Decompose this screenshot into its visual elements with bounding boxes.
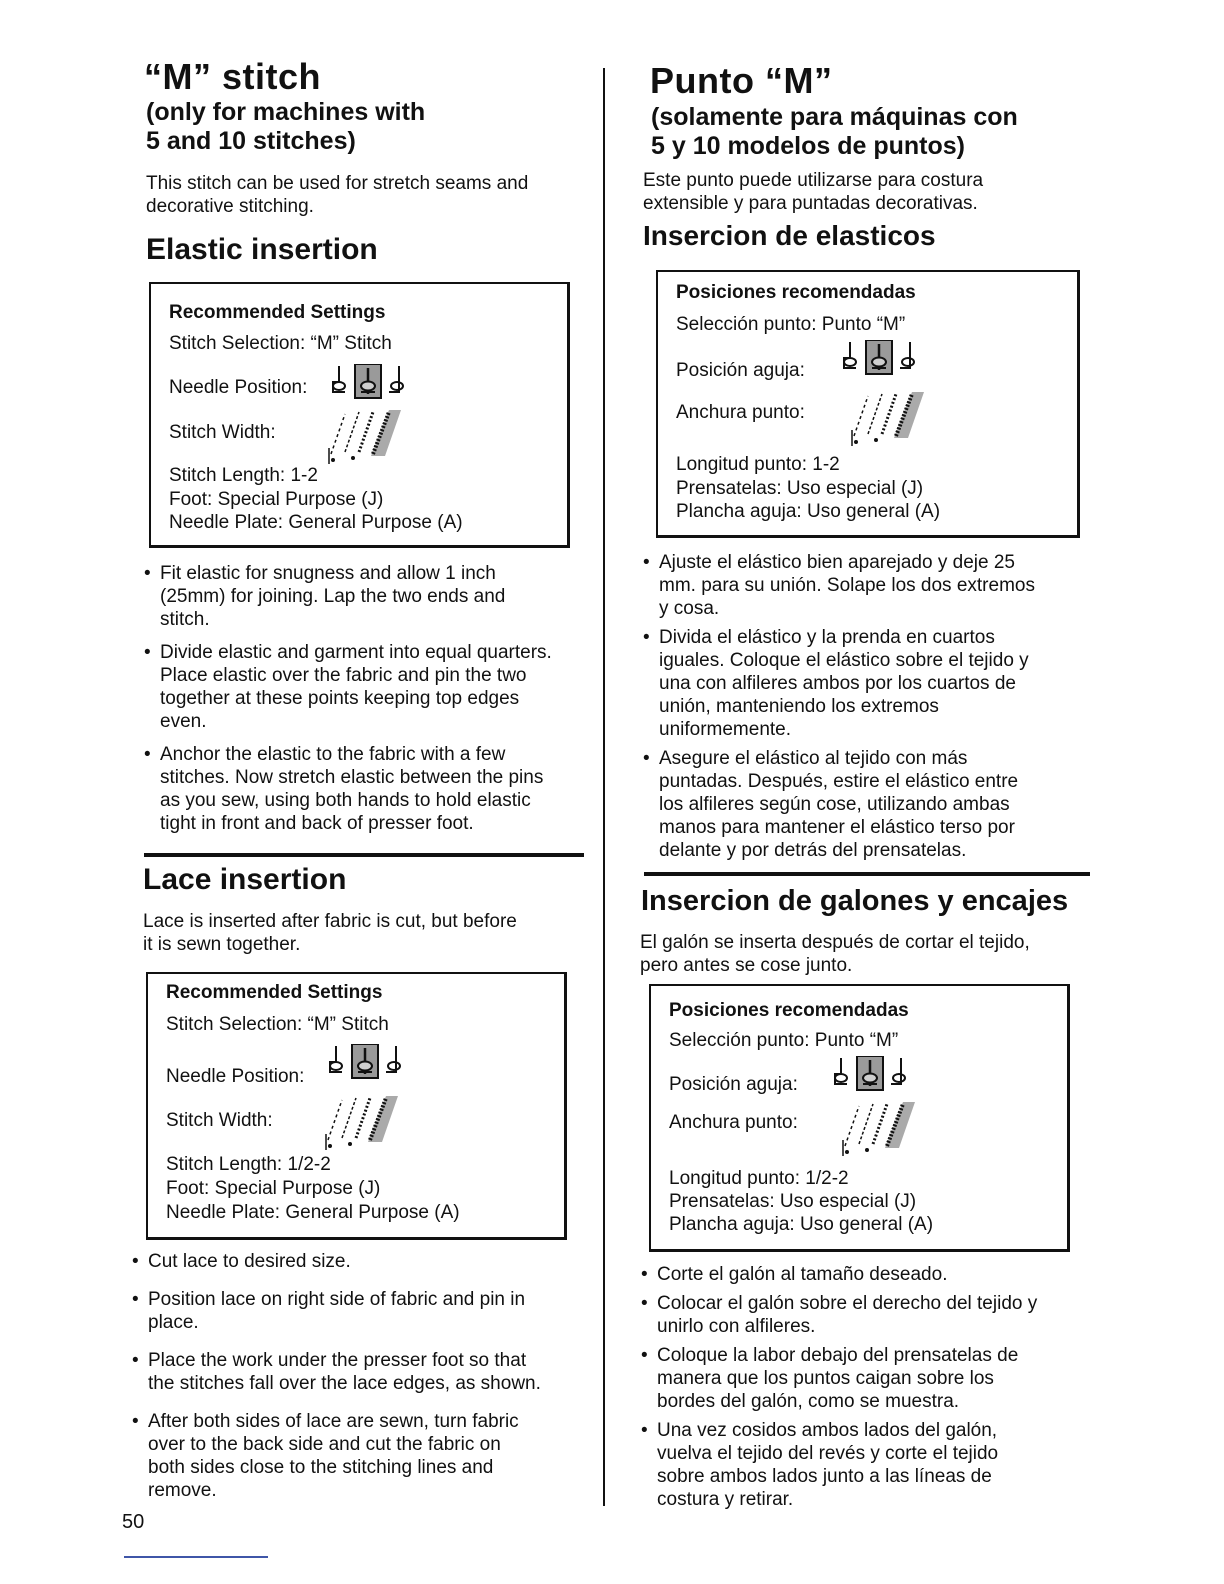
list-line: delante y por detrás del prensatelas.: [659, 840, 967, 861]
list-line: • Fit elastic for snugness and allow 1 inch: [160, 563, 496, 584]
list-line: over to the back side and cut the fabric on: [148, 1434, 501, 1455]
list-line: manera que los puntos caigan sobre los: [657, 1368, 994, 1389]
intro-line: Lace is inserted after fabric is cut, but before: [143, 911, 517, 932]
list-line: stitches. Now stretch elastic between the pins: [160, 767, 544, 788]
galones-intro: [640, 931, 1030, 977]
section-divider: [144, 853, 584, 857]
list-line: manos para mantener el elástico terso por: [659, 817, 1015, 838]
stitch-length: Longitud punto: 1-2: [676, 454, 840, 475]
stitch-width-icon: [837, 1100, 917, 1160]
elastic-steps-list: [144, 562, 594, 835]
list-item: [641, 1292, 1101, 1338]
needle-plate: Plancha aguja: Uso general (A): [676, 501, 941, 522]
list-line: • Divida el elástico y la prenda en cuartos: [659, 627, 995, 648]
list-line: iguales. Coloque el elástico sobre el tejido y: [659, 650, 1029, 671]
list-line: unión, manteniendo los extremos: [659, 696, 939, 717]
list-item: [643, 747, 1103, 862]
title-punto-m: Punto “M”: [650, 60, 833, 101]
column-divider: [603, 68, 605, 1506]
intro-line: Este punto puede utilizarse para costura: [643, 170, 984, 191]
heading-lace-insertion: Lace insertion: [143, 863, 347, 896]
settings-heading: Recommended Settings: [166, 982, 383, 1003]
list-item: [641, 1263, 1101, 1286]
footer-rule: [124, 1556, 268, 1558]
foot: Foot: Special Purpose (J): [169, 489, 384, 510]
list-item: [132, 1288, 592, 1334]
subtitle-line: 5 and 10 stitches): [146, 127, 356, 155]
list-line: remove.: [148, 1480, 217, 1501]
intro-line: pero antes se cose junto.: [640, 955, 853, 976]
heading-insercion-galones: Insercion de galones y encajes: [641, 885, 1069, 917]
stitch-width-label: Anchura punto:: [669, 1112, 798, 1133]
intro-line: extensible y para puntadas decorativas.: [643, 193, 978, 214]
list-line: tight in front and back of presser foot.: [160, 813, 474, 834]
needle-position-label: Posición aguja:: [669, 1074, 798, 1095]
list-line: as you sew, using both hands to hold elastic: [160, 790, 531, 811]
list-line: place.: [148, 1312, 199, 1333]
list-line: una con alfileres ambos por los cuartos de: [659, 673, 1016, 694]
needle-position-label: Needle Position:: [169, 377, 308, 398]
list-line: los alfileres según cose, utilizando ambas: [659, 794, 1010, 815]
list-line: • Divide elastic and garment into equal quarters.: [160, 642, 552, 663]
list-line: mm. para su unión. Solape los dos extremos: [659, 575, 1035, 596]
settings-heading: Recommended Settings: [169, 302, 386, 323]
list-line: costura y retirar.: [657, 1489, 794, 1510]
lace-steps-list: [132, 1250, 592, 1502]
subtitle-line: (only for machines with: [146, 98, 426, 126]
intro-line: This stitch can be used for stretch seams and: [146, 173, 529, 194]
needle-plate: Needle Plate: General Purpose (A): [169, 512, 463, 533]
needle-plate: Plancha aguja: Uso general (A): [669, 1214, 934, 1235]
stitch-selection: Selección punto: Punto “M”: [669, 1030, 899, 1051]
list-item: [144, 562, 594, 631]
intro-line: it is sewn together.: [143, 934, 301, 955]
needle-plate: Needle Plate: General Purpose (A): [166, 1202, 460, 1223]
list-line: • Cut lace to desired size.: [148, 1251, 351, 1272]
list-line: bordes del galón, como se muestra.: [657, 1391, 960, 1412]
lace-intro: [143, 910, 517, 956]
list-line: • Position lace on right side of fabric and pin in: [148, 1289, 526, 1310]
list-line: • Asegure el elástico al tejido con más: [659, 748, 968, 769]
list-line: • Coloque la labor debajo del prensatelas de: [657, 1345, 1019, 1366]
intro-line: decorative stitching.: [146, 196, 314, 217]
list-line: • After both sides of lace are sewn, turn fabric: [148, 1411, 519, 1432]
heading-elastic-insertion: Elastic insertion: [146, 233, 378, 266]
list-item: [643, 626, 1103, 741]
list-item: [641, 1344, 1101, 1413]
list-line: Place elastic over the fabric and pin the two: [160, 665, 527, 686]
list-item: [144, 641, 594, 733]
elasticos-steps-list: [643, 551, 1103, 862]
settings-heading: Posiciones recomendadas: [676, 282, 916, 303]
stitch-length: Longitud punto: 1/2-2: [669, 1168, 849, 1189]
list-line: stitch.: [160, 609, 210, 630]
intro-line: El galón se inserta después de cortar el tejido,: [640, 932, 1030, 953]
list-item: [132, 1349, 592, 1395]
list-line: • Anchor the elastic to the fabric with a few: [160, 744, 506, 765]
title-m-stitch: “M” stitch: [144, 56, 322, 97]
list-line: vuelva el tejido del revés y corte el tejido: [657, 1443, 999, 1464]
list-line: (25mm) for joining. Lap the two ends and: [160, 586, 506, 607]
list-line: • Una vez cosidos ambos lados del galón,: [657, 1420, 998, 1441]
foot: Foot: Special Purpose (J): [166, 1178, 381, 1199]
needle-position-icon: [326, 1044, 406, 1080]
list-item: [643, 551, 1103, 620]
list-item: [144, 743, 594, 835]
list-line: unirlo con alfileres.: [657, 1316, 816, 1337]
subtitle-line: 5 y 10 modelos de puntos): [651, 132, 965, 160]
subtitle-machines: [146, 98, 425, 156]
subtitle-line: (solamente para máquinas con: [651, 103, 1018, 131]
list-line: • Ajuste el elástico bien aparejado y deje 25: [659, 552, 1015, 573]
stitch-width-label: Stitch Width:: [169, 422, 276, 443]
foot: Prensatelas: Uso especial (J): [669, 1191, 917, 1212]
stitch-length: Stitch Length: 1/2-2: [166, 1154, 331, 1175]
intro-text: [643, 169, 983, 215]
list-line: sobre ambos lados junto a las líneas de: [657, 1466, 992, 1487]
foot: Prensatelas: Uso especial (J): [676, 478, 924, 499]
stitch-selection: Selección punto: Punto “M”: [676, 314, 906, 335]
stitch-width-icon: [323, 408, 403, 468]
stitch-width-icon: [846, 390, 926, 450]
stitch-selection: Stitch Selection: “M” Stitch: [169, 333, 392, 354]
stitch-width-label: Anchura punto:: [676, 402, 805, 423]
needle-position-label: Posición aguja:: [676, 360, 805, 381]
list-line: both sides close to the stitching lines and: [148, 1457, 494, 1478]
list-line: • Corte el galón al tamaño deseado.: [657, 1264, 948, 1285]
stitch-width-icon: [320, 1094, 400, 1154]
needle-position-icon: [831, 1056, 911, 1092]
stitch-selection: Stitch Selection: “M” Stitch: [166, 1014, 389, 1035]
needle-position-icon: [840, 340, 920, 376]
list-line: puntadas. Después, estire el elástico entre: [659, 771, 1019, 792]
list-line: even.: [160, 711, 207, 732]
settings-box-elastic: [149, 282, 570, 548]
list-item: [132, 1410, 592, 1502]
list-line: • Colocar el galón sobre el derecho del tejido y: [657, 1293, 1038, 1314]
subtitle-maquinas: [651, 103, 1018, 161]
page-number: 50: [122, 1511, 145, 1533]
list-line: y cosa.: [659, 598, 720, 619]
stitch-width-label: Stitch Width:: [166, 1110, 273, 1131]
galones-steps-list: [641, 1263, 1101, 1511]
heading-insercion-elasticos: Insercion de elasticos: [643, 220, 936, 251]
settings-box-galones: [649, 984, 1070, 1252]
list-line: • Place the work under the presser foot so that: [148, 1350, 527, 1371]
settings-box-elasticos: [656, 270, 1080, 538]
section-divider: [644, 872, 1090, 876]
stitch-length: Stitch Length: 1-2: [169, 465, 318, 486]
list-item: [132, 1250, 592, 1273]
list-line: the stitches fall over the lace edges, as shown.: [148, 1373, 541, 1394]
settings-heading: Posiciones recomendadas: [669, 1000, 909, 1021]
list-item: [641, 1419, 1101, 1511]
intro-text: [146, 172, 528, 218]
needle-position-icon: [329, 364, 409, 400]
needle-position-label: Needle Position:: [166, 1066, 305, 1087]
settings-box-lace: [146, 972, 567, 1240]
list-line: together at these points keeping top edges: [160, 688, 520, 709]
list-line: uniformemente.: [659, 719, 792, 740]
